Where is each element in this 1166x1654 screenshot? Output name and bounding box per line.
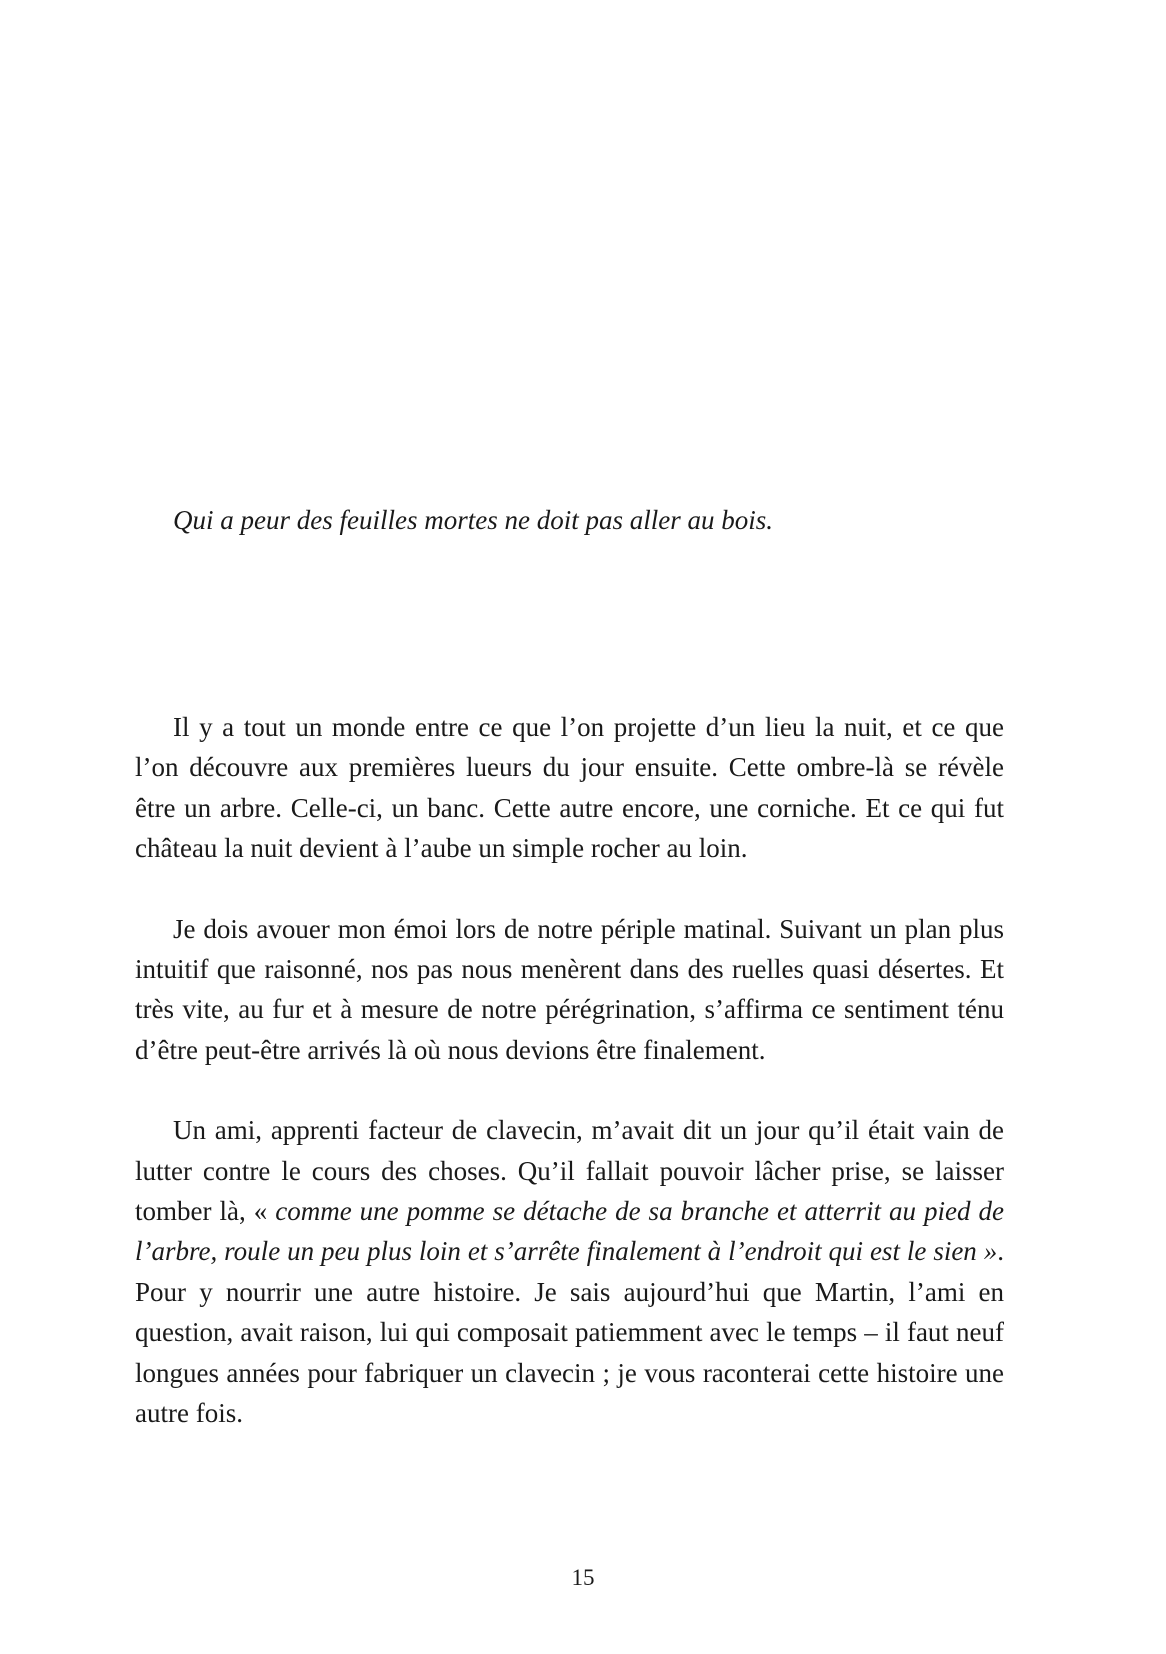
body-text [135,707,1004,1434]
paragraph-2: Je dois avouer mon émoi lors de notre périple matinal. Suivant un plan plus intuitif que raisonné, nos pas nous menèrent dans des ruelles quasi désertes. Et très vite, au fur et à mesure de notre pérégrination, s’affirma ce sentiment ténu d’être peut-être arrivés là où nous devions être finalement. [135,913,1004,1065]
epigraph: Qui a peur des feuilles mortes ne doit pas aller au bois. [173,505,773,535]
paragraph-1: Il y a tout un monde entre ce que l’on projette d’un lieu la nuit, et ce que l’on découvre aux premières lueurs du jour ensuite. Cette ombre-là se révèle être un arbre. Celle-ci, un banc. Cette autre encore, une corniche. Et ce qui fut château la nuit devient à l’aube un simple rocher au loin. [135,712,1004,864]
paragraph-3-intro: Un ami, apprenti facteur de clavecin, m’avait dit un jour qu’il était vain de lutter contre le cours des choses. Qu’il fallait pouvoir lâcher prise, se laisser tomber là, « [135,1115,1004,1227]
page-number: 15 [571,1565,595,1590]
paragraph-3 [135,1110,1004,1433]
paragraph-3-rest: . Pour y nourrir une autre histoire. Je sais aujourd’hui que Martin, l’ami en question, avait raison, lui qui composait patiemment avec le temps – il faut neuf longues années pour fabriquer un clavecin ; je vous raconterai cette histoire une autre fois. [135,1236,1004,1429]
paragraph-3-quote: comme une pomme se détache de sa branche et atterrit au pied de l’arbre, roule un peu plus loin et s’arrête finalement à l’endroit qui est le sien » [135,1196,1004,1267]
